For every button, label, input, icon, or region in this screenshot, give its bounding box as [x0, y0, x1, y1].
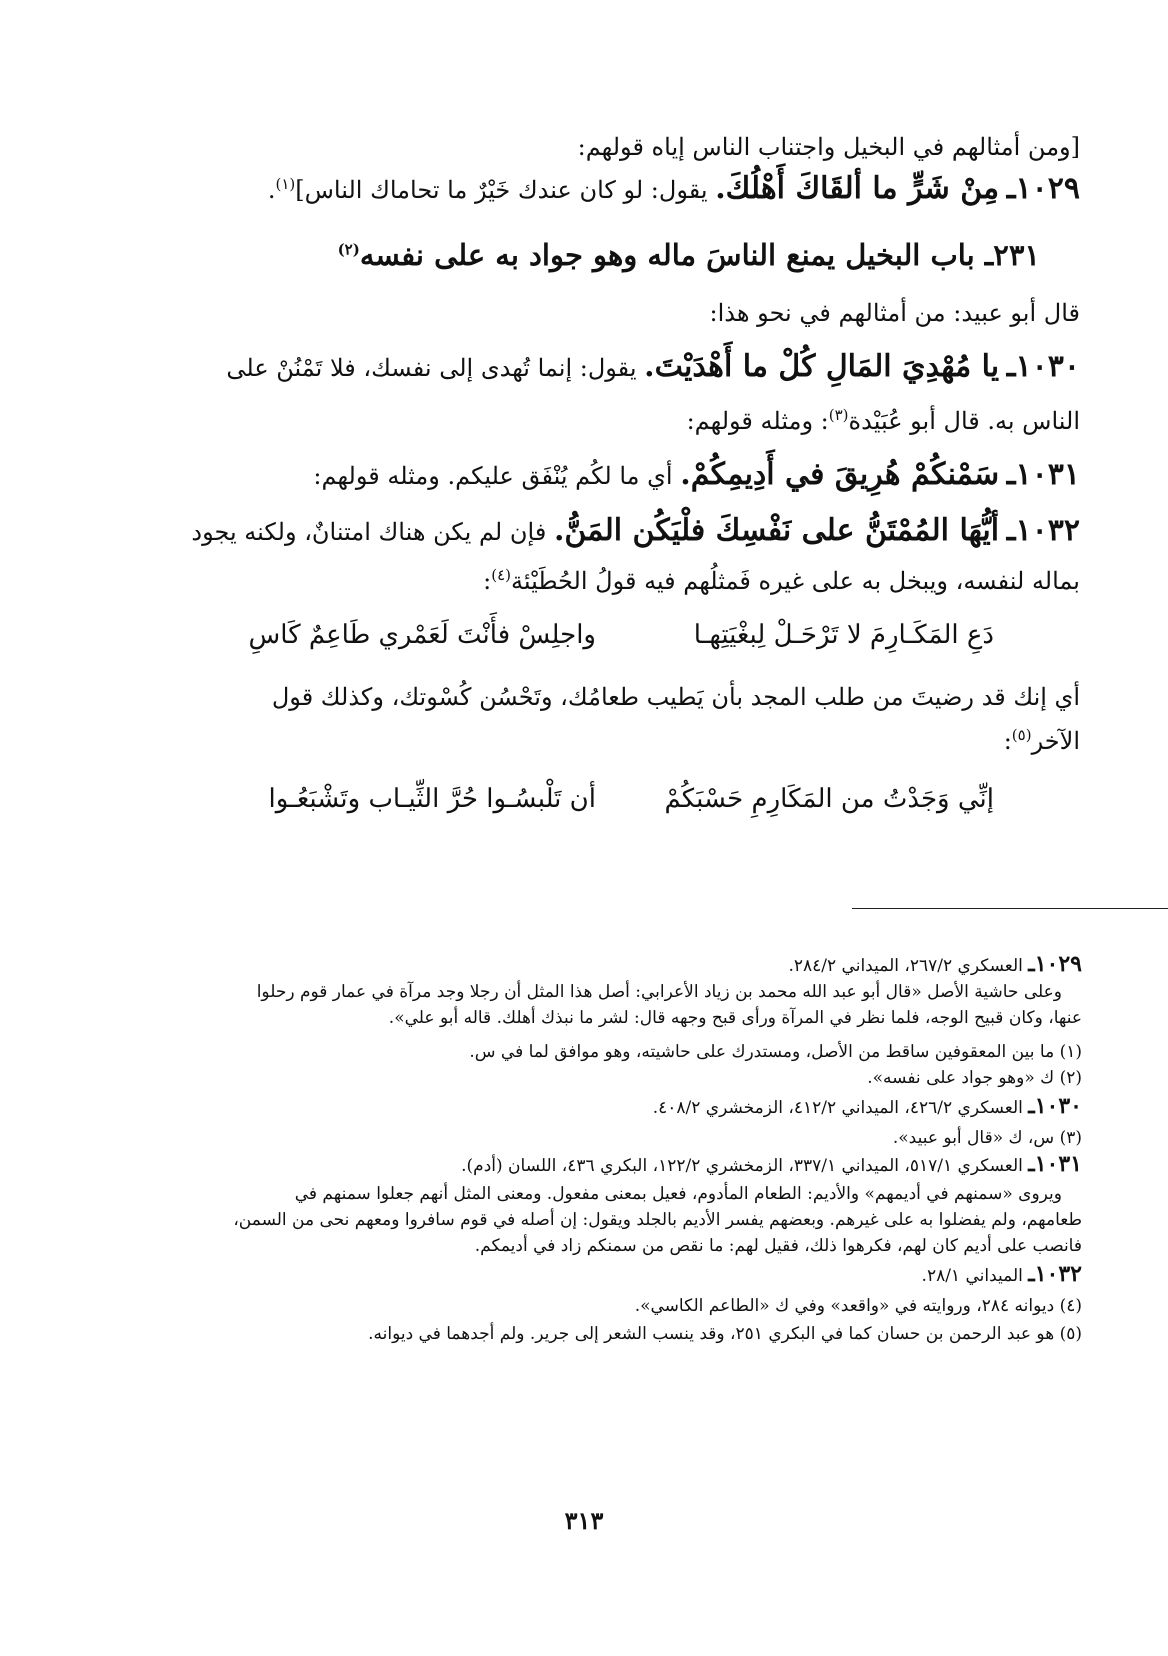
proverb-1030-cont: [86, 404, 1080, 438]
footnote-5: (٥) هو عبد الرحمن بن حسان كما في البكري ٢٥١، وقد ينسب الشعر إلى جرير. ولم أجدهما في ديوانه.: [368, 1324, 1082, 1344]
footnote-1032: [88, 1262, 1082, 1288]
footnote-number: ١٠٣٢ـ: [1028, 1261, 1082, 1287]
akhar-text: الآخر: [1031, 727, 1080, 755]
continuation-text: :: [483, 567, 492, 595]
verse-hemistich-left: واجلِسْ فأَنْتَ لَعَمْري طَاعِمٌ كَاسِ: [248, 620, 596, 650]
footnote-1031: [88, 1152, 1082, 1178]
footnote-text: العسكري ٢٦٧/٢، الميداني ٢٨٤/٢.: [788, 956, 1023, 976]
footnote-ref: (٥): [1011, 726, 1032, 744]
proverb-number: ١٠٣٢ـ: [1006, 513, 1080, 548]
proverb-text: أيُّهَا المُمْتَنُّ على نَفْسِكَ فلْيَكُن المَنُّ.: [553, 513, 1000, 548]
footnote-text: العسكري ٤٢٦/٢، الميداني ٤١٢/٢، الزمخشري ٤٠٨/٢.: [652, 1098, 1023, 1118]
footnote-3: (٣) س، ك «قال أبو عبيد».: [892, 1128, 1082, 1148]
punct: :: [1003, 727, 1012, 755]
proverb-1029: [86, 172, 1080, 207]
akhar-line: [86, 724, 1080, 758]
punct: .: [267, 176, 276, 204]
proverb-1030: [86, 350, 1080, 385]
continuation-text: الناس به. قال أبو عُبَيْدة: [848, 407, 1080, 435]
page-number: ٣١٣: [564, 1506, 604, 1535]
footnote-1: (١) ما بين المعقوفين ساقط من الأصل، ومستدرك على حاشيته، وهو موافق لما في س.: [469, 1042, 1082, 1062]
footnote-ref: (٢): [337, 240, 360, 259]
proverb-explanation: يقول: إنما تُهدى إلى نفسك، فلا تَمْنُنْ على: [226, 354, 637, 382]
explanation-line: أي إنك قد رضيتَ من طلب المجد بأن يَطيب طعامُك، وتَحْسُن كُسْوتك، وكذلك قول: [271, 683, 1080, 711]
proverb-number: ١٠٣٠ـ: [1006, 349, 1080, 384]
proverb-text: سَمْنكُمْ هُرِيقَ في أَدِيمِكُمْ.: [680, 457, 1000, 492]
footnote-ref: (٤): [491, 566, 511, 584]
footnote-1029-note-1: وعلى حاشية الأصل «قال أبو عبد الله محمد بن زياد الأعرابي: أصل هذا المثل أن رجلا وجد مرآة في عمار قوم رحلوا: [256, 982, 1062, 1002]
verse-hemistich-left: أن تَلْبسُـوا حُرَّ الثِّيـاب وتَشْبَعُـوا: [268, 784, 596, 814]
footnote-1031-note-3: فانصب على أديم كان لهم، فكرهوا ذلك، فقيل لهم: ما نقص من سمنكم زاد في أديمكم.: [474, 1236, 1082, 1256]
footnote-number: ١٠٣٠ـ: [1028, 1093, 1082, 1119]
proverb-explanation: أي ما لكُم يُنْفَق عليكم. ومثله قولهم:: [313, 462, 673, 490]
footnote-1030: [88, 1094, 1082, 1120]
footnote-2: (٢) ك «وهو جواد على نفسه».: [867, 1068, 1082, 1088]
proverb-explanation: فإن لم يكن هناك امتنانٌ، ولكنه يجود: [191, 518, 547, 546]
footnote-text: العسكري ٥١٧/١، الميداني ٣٣٧/١، الزمخشري ١٢٢/٢، البكري ٤٣٦، اللسان (أدم).: [461, 1156, 1023, 1176]
proverb-text: يا مُهْدِيَ المَالِ كُلْ ما أَهْدَيْتَ.: [644, 349, 1000, 384]
proverb-1031: [86, 458, 1080, 493]
footnote-ref: (٣): [828, 406, 849, 424]
footnote-1031-note-1: ويروى «سمنهم في أديمهم» والأديم: الطعام المأدوم، فعيل بمعنى مفعول. ومعنى المثل أنهم جعلوا سمنهم في: [294, 1184, 1062, 1204]
proverb-text: مِنْ شَرٍّ ما ألقَاكَ أَهْلُكَ.: [715, 171, 1000, 206]
abu-ubayd-line: قال أبو عبيد: من أمثالهم في نحو هذا:: [709, 299, 1080, 327]
footnote-divider: [852, 908, 1168, 909]
footnote-ref: (١): [275, 175, 296, 193]
footnote-1029: [88, 952, 1082, 978]
footnote-1029-note-2: عنها، وكان قبيح الوجه، فلما نظر في المرآة ورأى قبح وجهه قال: لشر ما نبذك أهلك. قاله أبو علي».: [388, 1008, 1082, 1028]
footnote-text: الميداني ٢٨/١.: [921, 1266, 1023, 1286]
continuation-text: : ومثله قولهم:: [686, 407, 829, 435]
proverb-1032: [86, 514, 1080, 549]
chapter-heading: [46, 238, 1040, 272]
proverb-1032-cont: [86, 564, 1080, 598]
verse-hemistich-right: إنِّي وَجَدْتُ من المَكَارِمِ حَسْبَكُمْ: [664, 784, 994, 814]
intro-line: [ومن أمثالهم في البخيل واجتناب الناس إياه قولهم:: [577, 133, 1080, 161]
proverb-number: ١٠٢٩ـ: [1006, 171, 1080, 206]
footnote-4: (٤) ديوانه ٢٨٤، وروايته في «واقعد» وفي ك «الطاعم الكاسي».: [634, 1296, 1082, 1316]
proverb-number: ١٠٣١ـ: [1006, 457, 1080, 492]
verse-hemistich-right: دَعِ المَكَـارِمَ لا تَرْحَـلْ لِبغْيَتِهـا: [693, 620, 994, 650]
continuation-text: بماله لنفسه، ويبخل به على غيره فَمثلُهم فيه قولُ الحُطَيْئة: [510, 567, 1080, 595]
footnote-number: ١٠٣١ـ: [1028, 1151, 1082, 1177]
footnote-1031-note-2: طعامهم، ولم يفضلوا به على غيرهم. وبعضهم يفسر الأديم بالجلد ويقول: إن أصله في قوم سافروا ومعهم نحى من السمن،: [233, 1210, 1082, 1230]
footnote-number: ١٠٢٩ـ: [1028, 951, 1082, 977]
proverb-explanation: يقول: لو كان عندك خَيْرٌ ما تحاماك الناس]: [295, 176, 708, 204]
chapter-title: ٢٣١ـ باب البخيل يمنع الناسَ ماله وهو جواد به على نفسه: [359, 238, 1040, 272]
